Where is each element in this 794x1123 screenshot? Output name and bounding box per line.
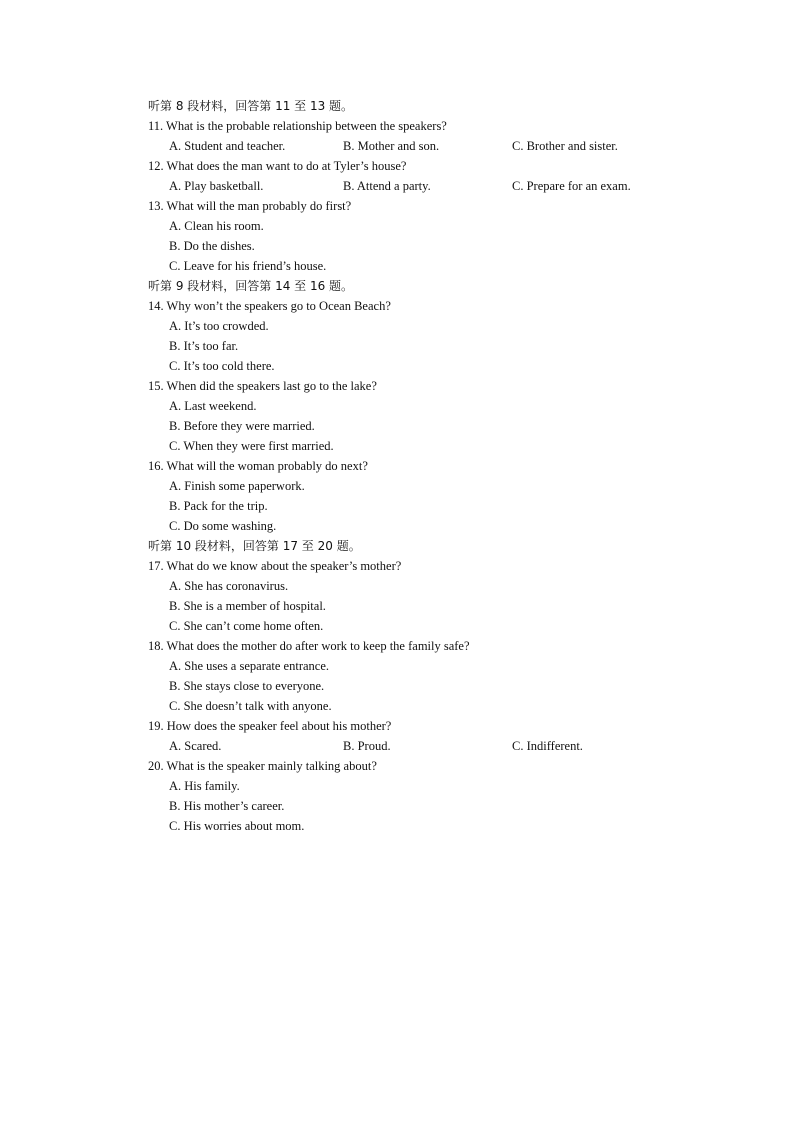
answer-option: C. It’s too cold there. xyxy=(169,359,275,373)
question-stem: 14. Why won’t the speakers go to Ocean Beach? xyxy=(148,299,391,313)
answer-option: B. Mother and son. xyxy=(343,139,440,153)
answer-option: C. She doesn’t talk with anyone. xyxy=(169,699,332,713)
answer-option: B. Proud. xyxy=(343,739,391,753)
question-stem: 12. What does the man want to do at Tyler’s house? xyxy=(148,159,407,173)
answer-option: B. Do the dishes. xyxy=(169,239,255,253)
question-stem: 18. What does the mother do after work to keep the family safe? xyxy=(148,639,470,653)
question-stem: 13. What will the man probably do first? xyxy=(148,199,352,213)
section-header: 听第 9 段材料，回答第 14 至 16 题。 xyxy=(148,279,354,293)
answer-option: C. Indifferent. xyxy=(512,739,583,753)
answer-option: C. She can’t come home often. xyxy=(169,619,324,633)
answer-option: B. His mother’s career. xyxy=(169,799,285,813)
answer-option: B. She is a member of hospital. xyxy=(169,599,326,613)
option-row xyxy=(148,136,708,156)
answer-option: A. Play basketball. xyxy=(169,179,264,193)
question-stem: 11. What is the probable relationship between the speakers? xyxy=(148,119,447,133)
answer-option: C. Do some washing. xyxy=(169,519,277,533)
answer-option: A. She has coronavirus. xyxy=(169,579,289,593)
answer-option: A. His family. xyxy=(169,779,240,793)
answer-option: A. Scared. xyxy=(169,739,222,753)
answer-option: A. She uses a separate entrance. xyxy=(169,659,329,673)
answer-option: C. Leave for his friend’s house. xyxy=(169,259,327,273)
answer-option: B. Before they were married. xyxy=(169,419,315,433)
option-row xyxy=(148,736,708,756)
question-stem: 17. What do we know about the speaker’s mother? xyxy=(148,559,402,573)
question-stem: 19. How does the speaker feel about his mother? xyxy=(148,719,392,733)
section-header: 听第 10 段材料，回答第 17 至 20 题。 xyxy=(148,539,361,553)
answer-option: A. Finish some paperwork. xyxy=(169,479,305,493)
question-stem: 20. What is the speaker mainly talking about? xyxy=(148,759,377,773)
answer-option: A. Clean his room. xyxy=(169,219,264,233)
answer-option: B. Pack for the trip. xyxy=(169,499,268,513)
answer-option: C. Brother and sister. xyxy=(512,139,618,153)
option-row xyxy=(148,176,708,196)
answer-option: B. It’s too far. xyxy=(169,339,239,353)
answer-option: B. She stays close to everyone. xyxy=(169,679,325,693)
section-header: 听第 8 段材料，回答第 11 至 13 题。 xyxy=(148,99,354,113)
question-stem: 15. When did the speakers last go to the lake? xyxy=(148,379,377,393)
answer-option: A. Last weekend. xyxy=(169,399,257,413)
answer-option: A. Student and teacher. xyxy=(169,139,286,153)
answer-option: B. Attend a party. xyxy=(343,179,431,193)
listening-questions xyxy=(148,96,708,836)
answer-option: C. His worries about mom. xyxy=(169,819,305,833)
answer-option: A. It’s too crowded. xyxy=(169,319,269,333)
question-stem: 16. What will the woman probably do next? xyxy=(148,459,368,473)
answer-option: C. Prepare for an exam. xyxy=(512,179,631,193)
answer-option: C. When they were first married. xyxy=(169,439,334,453)
